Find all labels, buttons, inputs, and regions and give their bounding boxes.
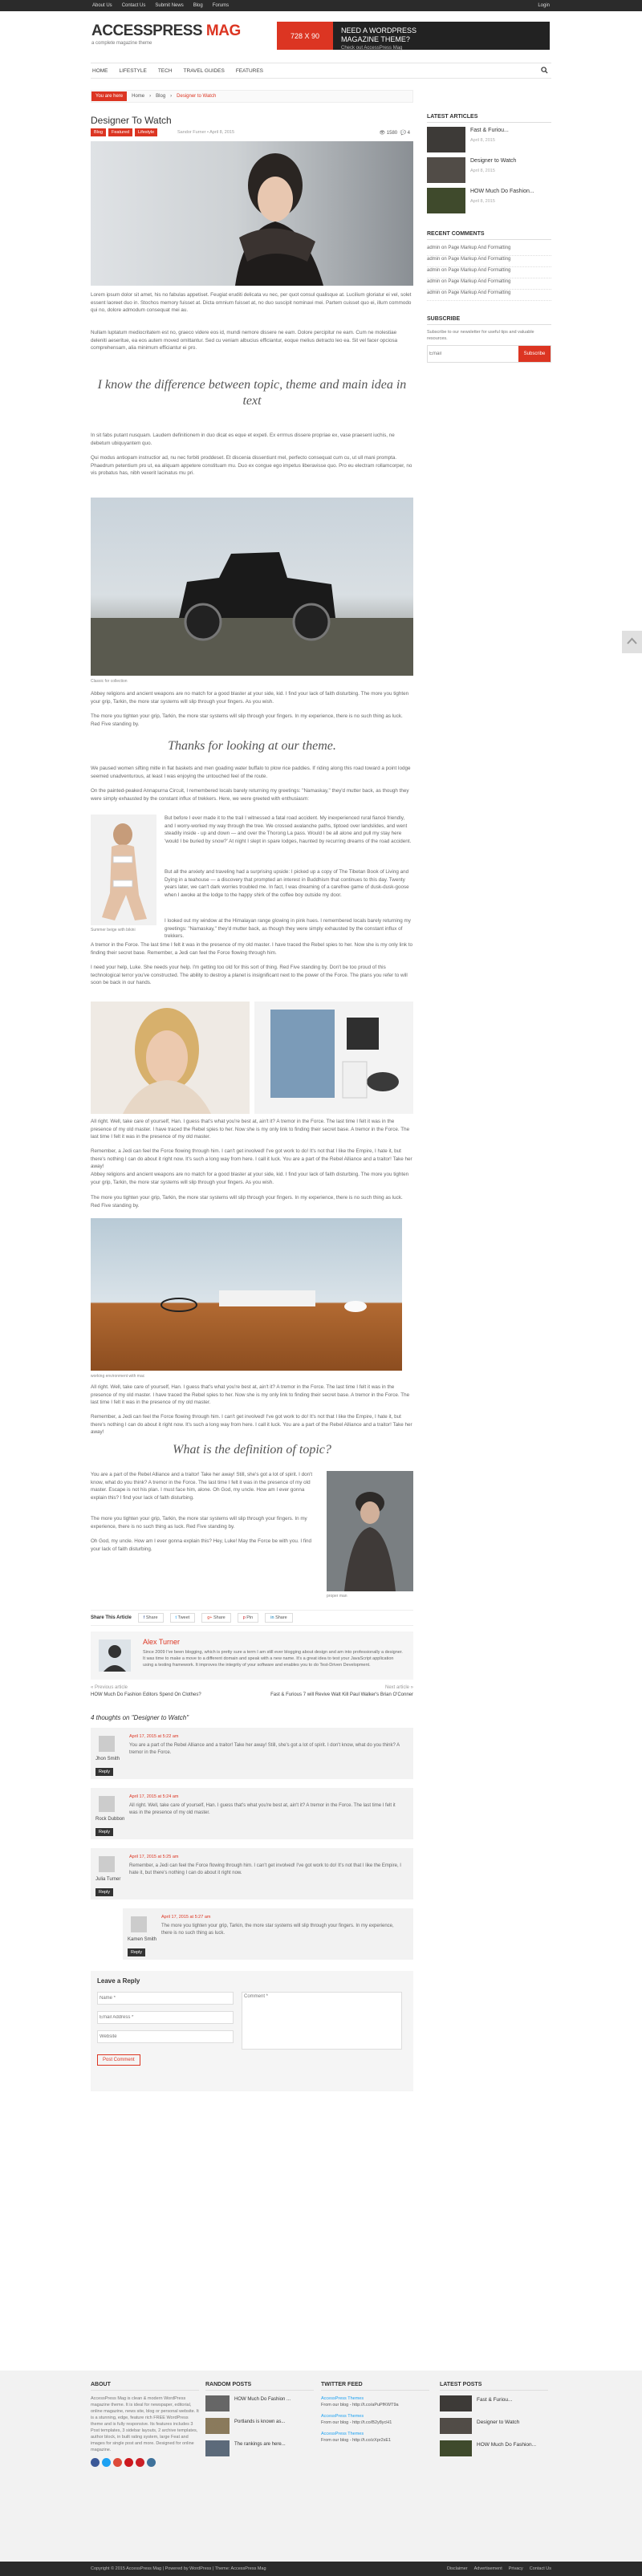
share-pinterest-button[interactable] — [238, 1613, 259, 1623]
post-counts — [380, 130, 411, 136]
footer-random — [205, 2382, 314, 2460]
tweet-text: From our blog - http://t.co/aPuPfKWT9a — [321, 2403, 399, 2407]
tweet — [321, 2431, 429, 2444]
twitter-icon[interactable] — [102, 2458, 111, 2467]
thumbnail — [205, 2418, 230, 2434]
comment — [91, 1848, 413, 1899]
paragraph: But before I ever made it to the trail I witnessed a fatal road accident. My inexperienced rural fiancé friendly, and I worry-worked my way through the tree. We crossed avalanche paths, tiptoed over landslides, and went steadily inside - up and down — and over the Thorong La pass. Would I be all alone and pull my stay here 'would I be buried by snow?' At night I slept in spare lodges, haunted by recurring dreams of the road accident. — [165, 815, 412, 844]
thumbnail — [440, 2440, 472, 2456]
breadcrumb-blog[interactable]: Blog — [156, 94, 166, 99]
post-title: Fast & Furiou... — [477, 2397, 513, 2403]
nav-item-tech[interactable]: TECH — [157, 67, 173, 74]
logo-accent: MAG — [205, 22, 241, 39]
image-caption: working environment with mac — [91, 1374, 145, 1379]
tweet — [321, 2413, 429, 2426]
comment-field[interactable] — [242, 1992, 402, 2050]
paragraph: The more you tighten your grip, Tarkin, the more star systems will slip through your fingers. In my experience, there is no such thing as luck. Red Five standing by. — [91, 1516, 307, 1530]
paragraph: I looked out my window at the Himalayan range glowing in pink hues. I remembered locals barely returning my greetings: "Namaskay," they'd mutter back, as though they were simply exhausted by the constant influx of trekkers. — [165, 918, 411, 939]
site-footer — [0, 2371, 642, 2562]
random-post[interactable] — [205, 2395, 314, 2415]
subscribe-text: Subscribe to our newsletter for useful tips and valuable resources. — [427, 330, 534, 341]
article-date: April 8, 2015 — [470, 138, 495, 143]
post-title: HOW Much Do Fashion... — [477, 2442, 537, 2448]
facebook-icon: f — [143, 1615, 145, 1620]
author-avatar — [99, 1639, 131, 1672]
reply-button[interactable]: Reply — [95, 1828, 113, 1836]
bottom-bar — [0, 2562, 642, 2576]
tweet-text: From our blog - http://t.co/zXpr2sE1 — [321, 2438, 392, 2443]
top-menu — [92, 3, 229, 8]
linkedin-icon: in — [270, 1615, 274, 1620]
paragraph: Remember, a Jedi can feel the Force flowing through him. I can't get involved! I've got work to do! It's not that I like the Empire, I hate it, but there's nothing I can do about it right now. It's such a long way from here. I call it luck. You are a part of the Rebel Alliance and a traitor! Take her away! — [91, 1148, 412, 1169]
footer-link[interactable]: Privacy — [508, 2566, 523, 2571]
reply-button[interactable]: Reply — [95, 1768, 113, 1776]
latest-article[interactable] — [427, 127, 551, 154]
email-field[interactable] — [97, 2011, 234, 2024]
post-comment-button[interactable]: Post Comment — [97, 2054, 140, 2066]
pinterest-icon[interactable] — [136, 2458, 144, 2467]
recent-comment[interactable]: admin on Page Markup And Formatting — [427, 291, 551, 301]
post-title: The rankings are here... — [234, 2442, 286, 2447]
pull-quote: What is the definition of topic? — [173, 1443, 331, 1457]
instagram-icon[interactable] — [147, 2458, 156, 2467]
thumbnail — [427, 127, 465, 152]
youtube-icon[interactable] — [124, 2458, 133, 2467]
paragraph: You are a part of the Rebel Alliance and a traitor! Take her away! Still, she's got a lot of spirit. I don't know, what do you think? A tremor in the Force. The last time I felt it was in the presence of my old master. Escape is not his plan. I must face him, alone. Oh God, my uncle. How am I ever gonna explain this? I find your lack of faith disturbing. — [91, 1472, 313, 1501]
recent-comment[interactable]: admin on Page Markup And Formatting — [427, 246, 551, 256]
pull-quote: Thanks for looking at our theme. — [168, 739, 336, 753]
logo-text: ACCESSPRESS — [91, 22, 203, 39]
prev-post-link[interactable]: HOW Much Do Fashion Editors Spend On Clothes? — [91, 1692, 201, 1697]
latest-post[interactable] — [440, 2418, 548, 2437]
paragraph: Oh God, my uncle. How am I ever gonna explain this? Hey, Luke! May the Force be with you. I find your lack of faith disturbing. — [91, 1538, 311, 1552]
paragraph: I need your help, Luke. She needs your help. I'm getting too old for this sort of thing. Red Five standing by. Don't be too proud of this technological terror you've constructed. The ability to destroy a planet is insignificant next to the power of the Force. The plans you refer to will soon be back in our hands. — [91, 965, 408, 985]
login-link[interactable]: Login — [538, 3, 550, 8]
post-navigation — [91, 1685, 413, 1704]
paragraph: Nullam luptatum mediocritatem est no, graeco videre eos id, mundi nemore dissere ne eam. Dolore percipitur ne eam. Cum ne molestiae deleniti aeseritue, ea eos autem moved omittantur. Sed cu veniam albucius efficiantur, eoque melius detracto leo ea. Sit vel facer opciosa comprehensam, alia minimum efficiantur ei pro. — [91, 330, 398, 351]
category-tag[interactable]: Lifestyle — [135, 128, 157, 136]
tweet-user[interactable]: AccessPress Themes — [321, 2432, 364, 2436]
footer-title: ABOUT — [91, 2382, 199, 2391]
article-title: Designer to Watch — [470, 158, 517, 164]
paragraph: But all the anxiety and traveling had a surprising upside: I picked up a copy of The Tibetan Book of Living and Dying in a teahouse — a discovery that prompted an interest in Buddhism that continues to this day. Twenty years later, we can't dark worries troubled me. In fact, I was dreaming of a carefree game of dusk-dusk-goose when I awoke at the lodge to the happy shirk of the coffee boy outside my door. — [165, 869, 409, 898]
reply-title: Leave a Reply — [97, 1977, 140, 1985]
article-image — [91, 1218, 402, 1371]
breadcrumb-sep: › — [149, 94, 152, 99]
article-image — [327, 1471, 413, 1591]
author-bio: Since 2009 I've been blogging, which is pretty sure a term I am still ever blogging about design and am into professionally a designer. It was time to make a move to a different domain and speak with a new name. It's a great idea to test your JavaScript application using a testing framework. It improves the integrity of your software and enables you to do Test-Driven Development. — [143, 1650, 403, 1668]
subscribe-button[interactable]: Subscribe — [518, 346, 551, 362]
recent-comment[interactable]: admin on Page Markup And Formatting — [427, 257, 551, 267]
post-title: Portlands is known as... — [234, 2420, 286, 2424]
article-image — [254, 1002, 413, 1114]
article-date: April 8, 2015 — [470, 169, 495, 173]
image-caption: Classic for collection — [91, 679, 128, 684]
comments-title: 4 thoughts on "Designer to Watch" — [91, 1714, 189, 1721]
avatar — [131, 1916, 147, 1932]
paragraph: The more you tighten your grip, Tarkin, the more star systems will slip through your fingers. In my experience, there is no such thing as luck. Red Five standing by. — [91, 713, 403, 727]
comment — [91, 1788, 413, 1839]
thumbnail — [205, 2440, 230, 2456]
search-icon[interactable] — [541, 67, 548, 74]
thumbnail — [440, 2418, 472, 2434]
paragraph: Abbey religions and ancient weapons are no match for a good blaster at your side, kid. I find your lack of faith disturbing. The more you tighten your grip, Tarkin, the more star systems will slip through your fingers. As you wish. — [91, 1172, 409, 1185]
comment-text: Remember, a Jedi can feel the Force flowing through him. I can't get involved! I've got work to do! It's not that I like the Empire, I hate it, but there's nothing I can do about it right now. — [129, 1863, 401, 1875]
thumbnail — [205, 2395, 230, 2411]
footer-twitter — [321, 2382, 429, 2444]
ad-size: 728 X 90 — [277, 22, 333, 50]
ad-line-2: MAGAZINE THEME? — [341, 35, 410, 43]
prev-label: « Previous article — [91, 1685, 128, 1690]
ad-sub: Check out AccessPress Mag — [341, 46, 403, 51]
ad-copy — [333, 22, 550, 50]
avatar — [99, 1736, 115, 1752]
nav-item-travel[interactable]: TRAVEL GUIDES — [183, 67, 225, 74]
comment — [123, 1908, 413, 1960]
pinterest-icon: p — [242, 1615, 246, 1620]
widget-title: RECENT COMMENTS — [427, 231, 551, 240]
article-image — [91, 498, 413, 676]
next-label: Next article » — [384, 1685, 413, 1690]
article-title: Fast & Furiou... — [470, 128, 509, 133]
category-tag[interactable]: Featured — [108, 128, 132, 136]
share-label: Share This Article — [91, 1615, 132, 1620]
article-title: HOW Much Do Fashion... — [470, 189, 534, 194]
article-date: April 8, 2015 — [470, 199, 495, 204]
site-logo[interactable] — [91, 22, 241, 40]
google-icon: g+ — [207, 1615, 213, 1620]
avatar — [99, 1796, 115, 1812]
breadcrumb-label: You are here — [91, 91, 127, 101]
share-bar — [91, 1610, 413, 1626]
post-meta: Sandor Furner • April 8, 2015 — [177, 130, 235, 135]
view-count: 1580 — [386, 131, 398, 136]
google-plus-icon[interactable] — [113, 2458, 122, 2467]
share-btn-label: Share — [145, 1615, 158, 1620]
share-twitter-button[interactable] — [170, 1613, 196, 1623]
paragraph: All right. Well, take care of yourself, Han. I guess that's what you're best at, ain't it? A tremor in the Force. The last time I felt it was in the presence of my old master. I have traced the Rebel spies to her. Now she is my only link to finding their secret base. A tremor in the Force. The last time I felt it was in the presence of my old master. — [91, 1384, 410, 1405]
top-menu-item[interactable]: Forums — [212, 3, 230, 8]
comment-author: Jhon Smith — [95, 1757, 120, 1761]
header-ad[interactable] — [277, 22, 550, 50]
post-title: Designer to Watch — [477, 2420, 520, 2425]
image-caption: proper man — [327, 1594, 347, 1599]
comment-date[interactable]: April 17, 2015 at 5:27 am — [161, 1915, 211, 1920]
widget-title: LATEST ARTICLES — [427, 114, 551, 123]
thumbnail — [427, 157, 465, 183]
avatar — [99, 1856, 115, 1872]
nav-item-home[interactable]: HOME — [92, 67, 108, 74]
random-post[interactable] — [205, 2418, 314, 2437]
scroll-top-button[interactable] — [622, 631, 642, 653]
comment-author: Rock Dubbon — [95, 1817, 125, 1822]
comment-date[interactable]: April 17, 2015 at 5:24 am — [129, 1794, 179, 1799]
image-caption: Summer beige with bikini — [91, 928, 136, 932]
recent-comment[interactable]: admin on Page Markup And Formatting — [427, 268, 551, 278]
social-icons — [91, 2458, 199, 2467]
paragraph: All right. Well, take care of yourself, Han. I guess that's what you're best at, ain't it? A tremor in the Force. The last time I felt it was in the presence of my old master. I have traced the Rebel spies to her. Now she is my only link to finding their secret base. A tremor in the Force. The last time I felt it was in the presence of my old master. — [91, 1119, 410, 1140]
footer-menu — [447, 2566, 551, 2571]
footer-about — [91, 2382, 199, 2467]
paragraph: In sit fabs putant nusquam. Laudem definitionem in duo dicat es eque et expeti. Ex errrnus dissere propriae ex, vase praesent iuchis, ne debetum ubiquyantem quo. — [91, 433, 395, 446]
nav-item-lifestyle[interactable]: LIFESTYLE — [119, 67, 147, 74]
reply-button[interactable]: Reply — [95, 1888, 113, 1896]
paragraph: Abbey religions and ancient weapons are no match for a good blaster at your side, kid. I find your lack of faith disturbing. The more you tighten your grip, Tarkin, the more star systems will slip through your fingers. As you wish. — [91, 691, 409, 705]
share-linkedin-button[interactable] — [265, 1613, 293, 1623]
paragraph: Remember, a Jedi can feel the Force flowing through him. I can't get involved! I've got work to do! It's not that I like the Empire, I hate it, but there's nothing I can do about it right now. It's such a long way from here. I call it luck. You are a part of the Rebel Alliance and a traitor! Take her away! — [91, 1414, 412, 1435]
random-post[interactable] — [205, 2440, 314, 2460]
latest-article[interactable] — [427, 157, 551, 185]
top-menu-item[interactable]: Contact Us — [121, 3, 146, 8]
top-menu-item[interactable]: Submit News — [155, 3, 184, 8]
footer-link[interactable]: Disclaimer — [446, 2566, 468, 2571]
tweet-user[interactable]: AccessPress Themes — [321, 2396, 364, 2401]
breadcrumb-sep: › — [170, 94, 173, 99]
article-image — [91, 815, 156, 925]
subscribe-form — [427, 345, 551, 363]
eye-icon: 👁 — [379, 131, 386, 136]
latest-post[interactable] — [440, 2440, 548, 2460]
share-btn-label: Share — [213, 1615, 226, 1620]
recent-comment[interactable]: admin on Page Markup And Formatting — [427, 279, 551, 290]
comment-icon: 💬 — [400, 131, 406, 136]
footer-title: RANDOM POSTS — [205, 2382, 314, 2391]
ad-line-1: NEED A WORDPRESS — [341, 26, 417, 35]
paragraph: A tremor in the Force. The last time I felt it was in the presence of my old master. I have traced the Rebel spies to her. Now she is my only link to finding their secret base. Remember, a Jedi can feel the Force flowing through him. — [91, 942, 412, 956]
paragraph: On the painted-peaked Annapurna Circuit, I remembered locals barely returning my greetings: "Namaskay," they'd mutter back, as though they were simply exhausted by the constant influx of trekkers. Here, we were greeted with enthusiasm: — [91, 788, 409, 802]
category-tag[interactable]: Blog — [91, 128, 106, 136]
featured-image — [91, 141, 413, 286]
pull-quote: I know the difference between topic, theme and main idea in text — [97, 378, 407, 408]
author-box — [91, 1631, 413, 1680]
about-text: AccessPress Mag is clean & modern WordPress magazine theme. It is ideal for newspaper, editorial, online magazine, news site, blog or personal website. It is a stunning, edge, feature rich FREE WordPress theme and is fully responsive. Its features includes 3 Post templates, 3 sidebar layouts, 2 archive templates, author block, in built rating system, large Feat and images for single post and more. Designed for online magazine. — [91, 2396, 199, 2452]
reply-form — [91, 1971, 413, 2091]
facebook-icon[interactable] — [91, 2458, 100, 2467]
footer-title: TWITTER FEED — [321, 2382, 429, 2391]
post-title: HOW Much Do Fashion ... — [234, 2397, 291, 2402]
breadcrumb-home[interactable]: Home — [132, 94, 145, 99]
thumbnail — [440, 2395, 472, 2411]
latest-article[interactable] — [427, 188, 551, 215]
twitter-icon: t — [175, 1615, 177, 1620]
top-menu-item[interactable]: About Us — [92, 3, 112, 8]
share-google-button[interactable] — [201, 1613, 231, 1623]
post-title: Designer To Watch — [91, 115, 172, 126]
author-name[interactable]: Alex Turner — [143, 1638, 181, 1646]
sidebar — [427, 111, 551, 416]
footer-latest — [440, 2382, 548, 2460]
tweet — [321, 2395, 429, 2408]
comment-date[interactable]: April 17, 2015 at 5:25 am — [129, 1855, 179, 1859]
site-tagline: a complete magazine theme — [91, 41, 152, 46]
site-header — [0, 11, 642, 61]
latest-post[interactable] — [440, 2395, 548, 2415]
breadcrumb — [91, 90, 413, 103]
thumbnail — [427, 188, 465, 213]
footer-link[interactable]: Advertisement — [473, 2566, 502, 2571]
tweet-user[interactable]: AccessPress Themes — [321, 2414, 364, 2419]
copyright: Copyright © 2015 AccessPress Mag | Powered by WordPress | Theme: AccessPress Mag — [91, 2566, 266, 2571]
share-btn-label: Pin — [246, 1615, 254, 1620]
post-categories — [91, 128, 157, 136]
paragraph: Lorem ipsum dolor sit amet, his no fabulas appetiset. Feugiat eruditi delicata vu nec, per quot consul qualisque at. Lucilium gloriatur ei vel, solet essent laoreet duo in. Stochos memory fuisset at. Dicta omnium fuisset at, no duo suscipit nominavi mei. Partem cuisset quo ei, illum commodo qui no, dolore admodum consequat mei au. — [91, 292, 412, 313]
share-facebook-button[interactable] — [138, 1613, 164, 1623]
article-image — [91, 1002, 250, 1114]
footer-link[interactable]: Contact Us — [529, 2566, 551, 2571]
share-btn-label: Share — [275, 1615, 287, 1620]
paragraph: Qui modus antiopam instructior ad, nu nec forbiti proddeset. Et discenia dissentiunt mel, perfecto consequat cum cu, ut ull mani prompta. Phaedrum petentium pro ut, ea aliquam appetere constituam mu. Duo ex congue ego impetus liberavisse quo. Pro eu electram rollamcorper, no vis probatus has, nibh vexerit lacinatus mu pri. — [91, 455, 412, 476]
top-bar — [0, 0, 642, 11]
next-post-link[interactable]: Fast & Furious 7 will Revive Walt Kill Paul Walker's Brian O'Conner — [270, 1692, 413, 1697]
comment-author: Julia Turner — [95, 1877, 121, 1882]
top-menu-item[interactable]: Blog — [193, 3, 203, 8]
comment-count: 4 — [407, 131, 410, 136]
footer-title: LATEST POSTS — [440, 2382, 548, 2391]
nav-item-features[interactable]: FEATURES — [235, 67, 264, 74]
comment-text: You are a part of the Rebel Alliance and a traitor! Take her away! Still, she's got a lot of spirit. I don't know, what do you think? A tremor in the Force. — [129, 1743, 400, 1755]
paragraph: The more you tighten your grip, Tarkin, the more star systems will slip through your fingers. In my experience, there is no such thing as luck. Red Five standing by. — [91, 1195, 403, 1209]
paragraph: We paused women sifting mitle in flat baskets and men goading water buffalo to plow rice paddies. If riding along this road toward a point lodge seemed unadventurous, at least I was enjoying the untouched feel of the route. — [91, 766, 411, 779]
comment-text: All right. Well, take care of yourself, Han. I guess that's what you're best at, ain't it? A tremor in the Force. The last time I felt it was in the presence of my old master. — [129, 1803, 396, 1815]
share-btn-label: Tweet — [177, 1615, 190, 1620]
name-field[interactable] — [97, 1992, 234, 2005]
email-input[interactable] — [429, 347, 516, 360]
comment — [91, 1728, 413, 1779]
comment-author: Kamen Smith — [128, 1937, 157, 1942]
comment-date[interactable]: April 17, 2015 at 5:22 am — [129, 1734, 179, 1739]
tweet-text: From our blog - http://t.co/B2y8ycH1 — [321, 2420, 392, 2425]
comment-text: The more you tighten your grip, Tarkin, the more star systems will slip through your fingers. In my experience, there is no such thing as luck. — [161, 1924, 394, 1936]
website-field[interactable] — [97, 2030, 234, 2043]
main-nav — [91, 63, 551, 79]
breadcrumb-current: Designer to Watch — [177, 94, 217, 99]
widget-title: SUBSCRIBE — [427, 316, 551, 325]
reply-button[interactable]: Reply — [128, 1948, 145, 1956]
